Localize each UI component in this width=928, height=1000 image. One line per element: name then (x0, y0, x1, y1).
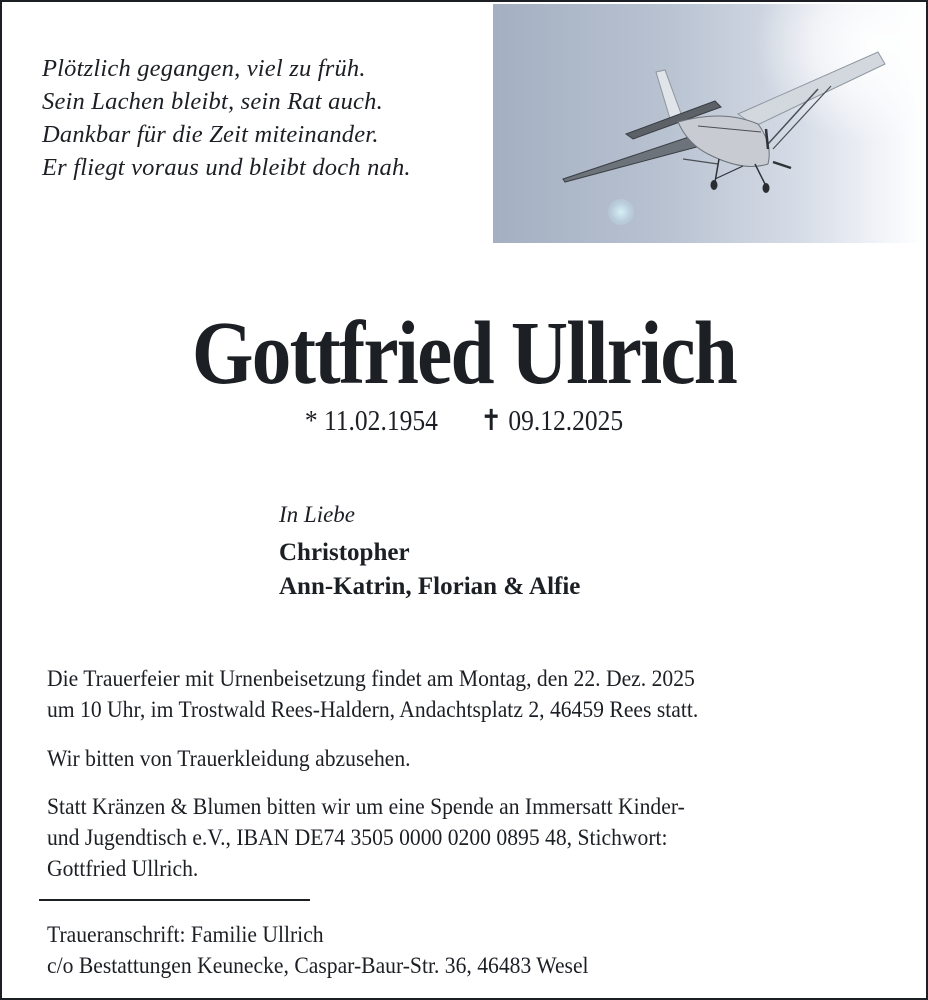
mourners (279, 500, 580, 604)
airplane-icon (493, 4, 924, 243)
mourners-intro: In Liebe (279, 502, 356, 527)
memorial-poem (42, 52, 411, 184)
donation-info (47, 792, 897, 885)
dress-note-text: Wir bitten von Trauerkleidung abzusehen. (47, 746, 411, 772)
address-line: c/o Bestattungen Keunecke, Caspar-Baur-Str. 36, 46483 Wesel (47, 953, 589, 979)
deceased-name: Gottfried Ullrich (191, 304, 737, 403)
mourner-line: Christopher (279, 539, 410, 566)
ceremony-line: Die Trauerfeier mit Urnenbeisetzung findet am Montag, den 22. Dez. 2025 (47, 666, 695, 692)
donation-line: Statt Kränzen & Blumen bitten wir um eine Spende an Immersatt Kinder- (47, 794, 685, 820)
address-line: Traueranschrift: Familie Ullrich (47, 922, 324, 948)
birth-symbol: * (304, 405, 318, 437)
divider (39, 899, 310, 901)
cross-icon: ✝ (480, 405, 502, 437)
donation-line: und Jugendtisch e.V., IBAN DE74 3505 0000 0200 0895 48, Stichwort: (47, 825, 668, 851)
donation-line: Gottfried Ullrich. (47, 856, 199, 882)
death-date: 09.12.2025 (508, 405, 624, 437)
airplane-photo (493, 4, 924, 243)
poem-line: Sein Lachen bleibt, sein Rat auch. (42, 88, 383, 115)
poem-line: Plötzlich gegangen, viel zu früh. (42, 55, 366, 82)
poem-line: Dankbar für die Zeit miteinander. (42, 121, 379, 148)
life-dates (57, 404, 870, 438)
ceremony-line: um 10 Uhr, im Trostwald Rees-Haldern, Andachtsplatz 2, 46459 Rees statt. (47, 697, 699, 723)
ceremony-info (47, 664, 897, 726)
birth-date: 11.02.1954 (323, 405, 438, 437)
poem-line: Er fliegt voraus und bleibt doch nah. (42, 154, 411, 181)
mourner-line: Ann-Katrin, Florian & Alfie (279, 573, 581, 600)
dress-note (47, 744, 897, 775)
mourning-address (47, 920, 897, 982)
